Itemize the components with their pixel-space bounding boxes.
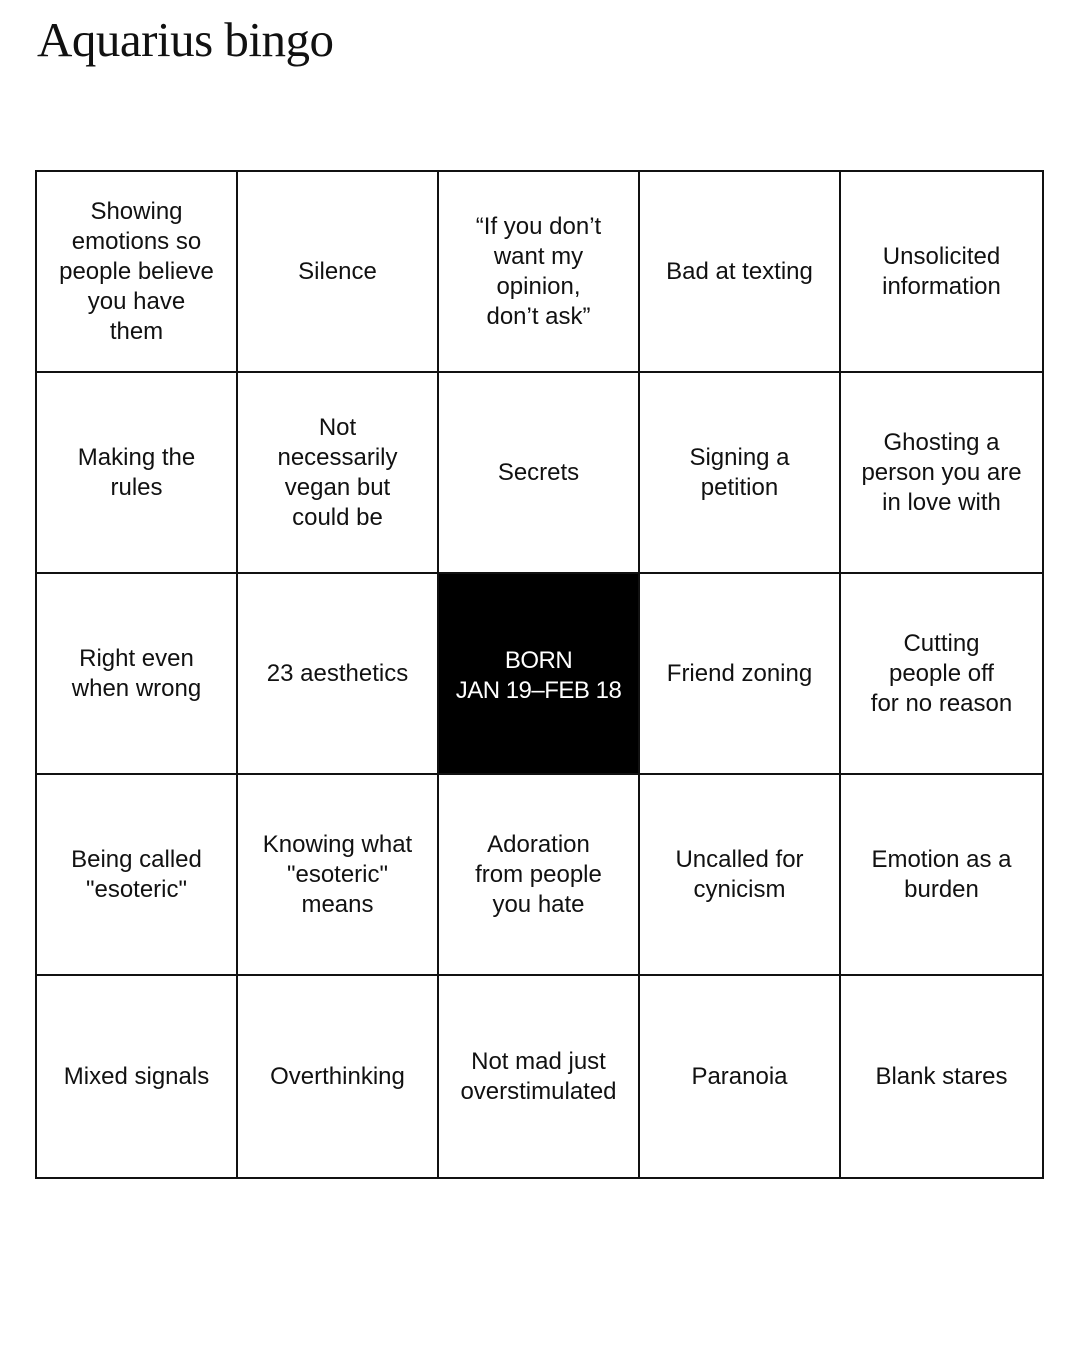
bingo-cell: Emotion as a burden xyxy=(841,775,1042,976)
bingo-cell: Unsolicited information xyxy=(841,172,1042,373)
bingo-cell: Cutting people off for no reason xyxy=(841,574,1042,775)
bingo-cell: Ghosting a person you are in love with xyxy=(841,373,1042,574)
page-title: Aquarius bingo xyxy=(37,12,334,67)
bingo-cell: Right even when wrong xyxy=(37,574,238,775)
bingo-cell: Being called "esoteric" xyxy=(37,775,238,976)
bingo-cell: Paranoia xyxy=(640,976,841,1177)
bingo-cell: Knowing what "esoteric" means xyxy=(238,775,439,976)
bingo-cell: Signing a petition xyxy=(640,373,841,574)
bingo-cell: “If you don’t want my opinion, don’t ask” xyxy=(439,172,640,373)
bingo-cell: Silence xyxy=(238,172,439,373)
bingo-cell: 23 aesthetics xyxy=(238,574,439,775)
bingo-cell: Overthinking xyxy=(238,976,439,1177)
free-space-cell: BORN JAN 19–FEB 18 xyxy=(439,574,640,775)
bingo-cell: Not necessarily vegan but could be xyxy=(238,373,439,574)
bingo-card xyxy=(35,170,1044,1179)
bingo-cell: Showing emotions so people believe you have them xyxy=(37,172,238,373)
bingo-cell: Mixed signals xyxy=(37,976,238,1177)
bingo-cell: Not mad just overstimulated xyxy=(439,976,640,1177)
bingo-cell: Blank stares xyxy=(875,1062,1008,1090)
bingo-cell: Friend zoning xyxy=(640,574,841,775)
bingo-cell: Uncalled for cynicism xyxy=(640,775,841,976)
bingo-cell: Making the rules xyxy=(37,373,238,574)
bingo-cell: Bad at texting xyxy=(640,172,841,373)
bingo-cell: Secrets xyxy=(439,373,640,574)
bingo-cell: Adoration from people you hate xyxy=(439,775,640,976)
